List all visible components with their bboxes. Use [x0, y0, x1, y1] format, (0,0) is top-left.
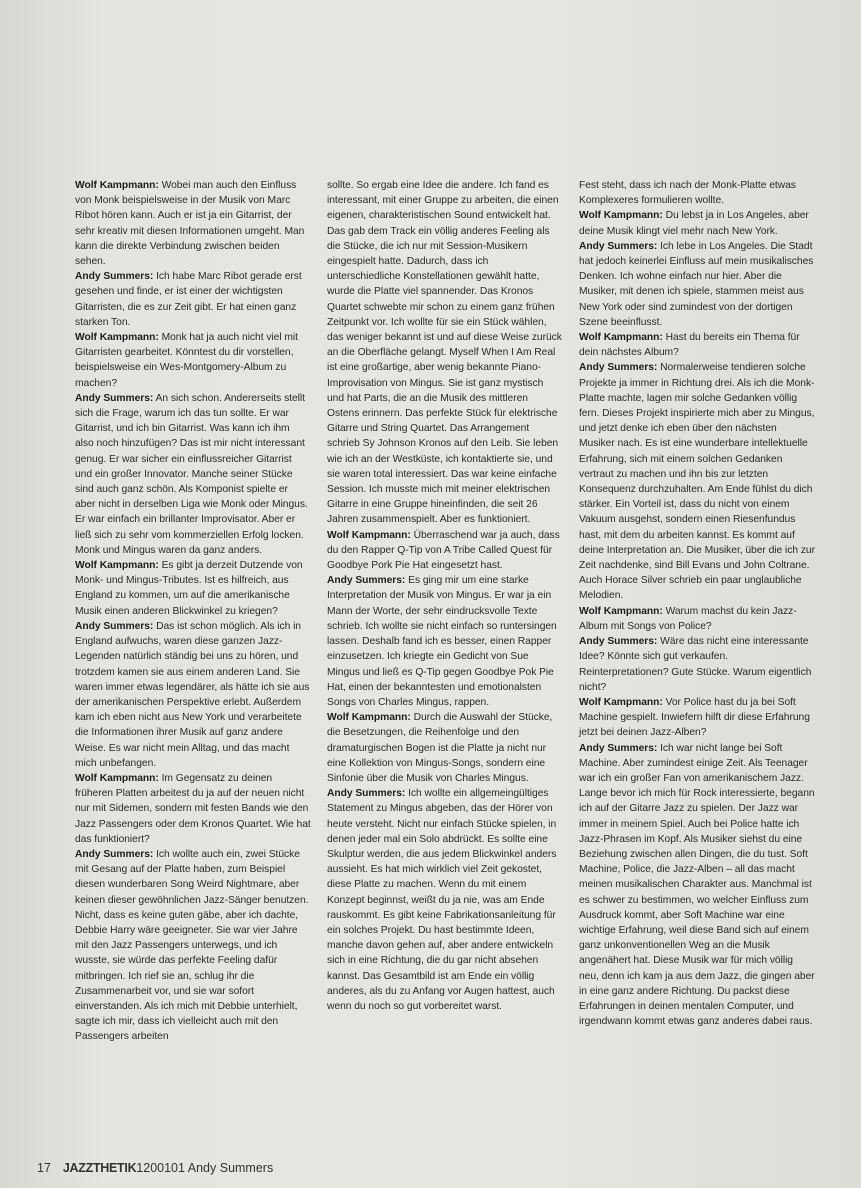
paragraph-text: Monk hat ja auch nicht viel mit Gitarristen gearbeitet. Könntest du dir vorstellen, beispielsweise ein Wes-Montgomery-Album zu machen?	[75, 332, 298, 389]
paragraph	[327, 178, 563, 528]
paragraph-text: Warum machst du kein Jazz-Album mit Songs von Police?	[579, 605, 797, 632]
paragraph-text: Im Gegensatz zu deinen früheren Platten arbeitest du ja auf der neuen nicht nur mit Sidemen, sondern mit festen Bands wie den Jazz Passengers oder dem Kronos Quartet. Wie hat das funktioniert?	[75, 772, 311, 845]
speaker-name: Andy Summers:	[579, 362, 658, 374]
text-column-1	[75, 178, 311, 1045]
speaker-name: Andy Summers:	[75, 271, 154, 283]
magazine-name: JAZZTHETIK	[62, 1161, 137, 1175]
paragraph	[579, 330, 815, 360]
paragraph	[75, 391, 311, 558]
speaker-name: Wolf Kampmann:	[75, 332, 159, 344]
speaker-name: Wolf Kampmann:	[327, 529, 411, 541]
paragraph-text: Du lebst ja in Los Angeles, aber deine Musik klingt viel mehr nach New York.	[579, 210, 809, 237]
paragraph	[75, 178, 311, 269]
paragraph	[327, 710, 563, 786]
speaker-name: Wolf Kampmann:	[579, 210, 663, 222]
speaker-name: Wolf Kampmann:	[75, 560, 159, 572]
paragraph	[75, 269, 311, 330]
paragraph-text: Ich habe Marc Ribot gerade erst gesehen und finde, er ist einer der wichtigsten Gitarristen, die es zur Zeit gibt. Er hat einen ganz starken Ton.	[75, 271, 302, 328]
paragraph-text: Überraschend war ja auch, dass du den Rapper Q-Tip von A Tribe Called Quest für Goodbye Pork Pie Hat eingesetzt hast.	[327, 529, 560, 572]
speaker-name: Andy Summers:	[75, 848, 154, 860]
section-title: Andy Summers	[187, 1161, 274, 1175]
paragraph	[579, 208, 815, 238]
paragraph-text: Ich wollte ein allgemeingültiges Statement zu Mingus abgeben, das der Hörer von heute versteht. Nicht nur einfach Stücke spielen, in denen jeder mal ein Solo abdrückt. Es sollte eine Skulptur werden, die aus jedem Blickwinkel anders aussieht. Es hat mich wirklich viel Zeit gekostet, diese Platte zu machen. Wenn du mit einem Konzept beginnst, weißt du ja nie, was am Ende rauskommt. Es gibt keine Fabrikationsanleitung für ein solches Projekt. Du hast bestimmte Ideen, manche davon gehen auf, aber andere entwickeln sich in eine Richtung, die du gar nicht absehen kannst. Das Gesamtbild ist am Ende ein völlig anderes, als du zu Anfang vor Augen hattest, auch wenn du noch so gut vorbereitet warst.	[327, 788, 557, 1012]
paragraph	[579, 178, 815, 208]
speaker-name: Andy Summers:	[327, 575, 406, 587]
speaker-name: Wolf Kampmann:	[75, 772, 159, 784]
speaker-name: Wolf Kampmann:	[75, 180, 159, 191]
paragraph-text: Hast du bereits ein Thema für dein nächstes Album?	[579, 332, 800, 359]
paragraph	[579, 695, 815, 741]
text-column-3	[579, 178, 815, 1029]
paragraph	[75, 330, 311, 391]
paragraph-text: sollte. So ergab eine Idee die andere. Ich fand es interessant, mit einer Gruppe zu arbeiten, die einen eigenen, charakteristischen Sound entwickelt hat. Das gab dem Track ein völlig anderes Feeling als die Stücke, die ich nur mit Session-Musikern eingespielt hatte. Dadurch, dass ich unterschiedliche Konstellationen gewählt hatte, wurde die Platte viel spannender. Das Kronos Quartet schwebte mir schon zu einem ganz frühen Zeitpunkt vor. Ich wollte für sie ein Stück wählen, das weniger bekannt ist und auf diese Weise zurück an die Oberfläche gelangt. Myself When I Am Real ist eine großartige, aber wenig bekannte Piano-Improvisation von Mingus. Sie ist ganz mystisch und hat Parts, die an die Musik des mittleren Ostens erinnern. Das perfekte Stück für elektrische Gitarre und String Quartet. Das Arrangement schrieb Sy Johnson Kronos auf den Leib. Sie leben wie ich an der Westküste, ich kontaktierte sie, und sie waren total interessiert. Das war keine einfache Session. Ich musste mich mit meiner elektrischen Gitarre in eine Gruppe hineinfinden, die seit 26 Jahren zusammenspielt. Aber es funktioniert.	[327, 180, 562, 526]
paragraph-text: Ich wollte auch ein, zwei Stücke mit Gesang auf der Platte haben, zum Beispiel diesen wunderbaren Song Weird Nightmare, aber keinen dieser gewöhnlichen Jazz-Sänger benutzen. Nicht, dass es keine guten gäbe, aber ich dachte, Debbie Harry wäre geeigneter. Sie war vier Jahre mit den Jazz Passengers unterwegs, und ich wusste, sie würde das perfekte Feeling dafür mitbringen. Ich rief sie an, schlug ihr die Zusammenarbeit vor, und sie war sofort einverstanden. Als ich mich mit Debbie unterhielt, sagte ich mir, dass ich vielleicht auch mit den Passengers arbeiten	[75, 848, 309, 1043]
paragraph	[327, 786, 563, 1014]
page-number: 17	[37, 1161, 51, 1175]
speaker-name: Andy Summers:	[327, 788, 406, 800]
speaker-name: Andy Summers:	[75, 620, 154, 632]
paragraph-text: Wäre das nicht eine interessante Idee? Könnte sich gut verkaufen. Reinterpretationen? Gute Stücke. Warum eigentlich nicht?	[579, 636, 812, 693]
paragraph-text: Vor Police hast du ja bei Soft Machine gespielt. Inwiefern hilft dir diese Erfahrung jetzt bei deinen Jazz-Alben?	[579, 696, 810, 739]
speaker-name: Andy Summers:	[579, 742, 658, 754]
speaker-name: Wolf Kampmann:	[579, 696, 663, 708]
speaker-name: Wolf Kampmann:	[579, 605, 663, 617]
paragraph-text: Es ging mir um eine starke Interpretation der Musik von Mingus. Er war ja ein Mann der Worte, der sehr eindrucksvolle Texte schrieb. Ich wollte sie nicht einfach so runtersingen lassen. Deshalb fand ich es besser, einen Rapper einzusetzen. Ich kriegte ein Gedicht von Sue Mingus und ließ es Q-Tip gegen Goodbye Pok Pie Hat, einen der bekanntesten und emotionalsten Songs von Charles Mingus, rappen.	[327, 575, 557, 708]
paragraph-text: Ich war nicht lange bei Soft Machine. Aber zumindest einige Zeit. Als Teenager war ich ein großer Fan von amerikanischem Jazz. Lange bevor ich mich für Rock interessierte, begann ich auf der Gitarre Jazz zu spielen. Der Jazz war immer in meinem Spiel. Auch bei Police hatte ich Jazz-Phrasen im Kopf. Als Musiker siehst du eine Beziehung zwischen allen Dingen, die du tust. Soft Machine, Police, die Jazz-Alben – all das macht meinen musikalischen Charakter aus. Manchmal ist es schwer zu bestimmen, wo welcher Einfluss zum Ausdruck kommt, aber Soft Machine war eine wichtige Erfahrung, weil diese Band sich auf einem ganz unkonventionellen Weg an die Musik angenähert hat. Diese Musik war für mich völlig neu, denn ich kam ja aus dem Jazz, die gingen aber in eine ganz andere Richtung. Du packst diese Erfahrungen in deinen mentalen Computer, und irgendwann kommt etwas ganz anderes dabei raus.	[579, 742, 815, 1028]
speaker-name: Wolf Kampmann:	[327, 712, 411, 724]
paragraph-text: Wobei man auch den Einfluss von Monk beispielsweise in der Musik von Marc Ribot hören kann. Auch er ist ja ein Gitarrist, der sehr kreativ mit diesen Informationen umgeht. Man kann die direkte Verbindung zwischen beiden sehen.	[75, 180, 305, 268]
paragraph	[579, 741, 815, 1030]
paragraph-text: Fest steht, dass ich nach der Monk-Platte etwas Komplexeres formulieren wollte.	[579, 180, 796, 207]
paragraph-text: Das ist schon möglich. Als ich in England aufwuchs, waren diese ganzen Jazz-Legenden natürlich ständig bei uns zu hören, und trotzdem kamen sie aus einem anderen Land. Sie waren immer etwas legendärer, als hätte ich sie aus der amerikanischen Perspektive erlebt. Außerdem kam ich eben nicht aus New York und verarbeitete die Informationen ihrer Musik auf ganz andere Weise. Es war nicht mein Alltag, und das macht mich unbefangen.	[75, 620, 310, 769]
page-footer	[37, 1161, 273, 1175]
speaker-name: Andy Summers:	[579, 636, 658, 648]
text-column-2	[327, 178, 563, 1014]
paragraph	[579, 239, 815, 330]
paragraph	[579, 634, 815, 695]
speaker-name: Andy Summers:	[579, 240, 658, 252]
paragraph	[75, 771, 311, 847]
paragraph	[75, 558, 311, 619]
paragraph	[327, 573, 563, 710]
paragraph	[75, 619, 311, 771]
speaker-name: Wolf Kampmann:	[579, 332, 663, 344]
paragraph-text: Es gibt ja derzeit Dutzende von Monk- und Mingus-Tributes. Ist es hilfreich, aus England zu kommen, um auf die amerikanische Musik einen anderen Blickwinkel zu kriegen?	[75, 560, 303, 617]
issue-number: 1200101	[136, 1161, 185, 1175]
paragraph-text: Ich lebe in Los Angeles. Die Stadt hat jedoch keinerlei Einfluss auf mein musikalisches Denken. Ich wohne einfach nur hier. Aber die Musiker, mit denen ich spiele, stammen meist aus New York oder sind zumindest von der dortigen Szene beeinflusst.	[579, 240, 814, 328]
paragraph-text: Normalerweise tendieren solche Projekte ja immer in Richtung drei. Als ich die Monk-Platte machte, lagen mir solche Gedanken völlig fern. Dieses Projekt inspirierte mich aber zu Mingus, und jetzt denke ich eben über den nächsten Musiker nach. Es ist eine wunderbare intellektuelle Erfahrung, sich mit einem solchen Gedanken vertraut zu machen und ihn bis zur letzten Konsequenz durchzuhalten. Am Ende fühlst du dich stärker. Ein Vorteil ist, dass du nicht von einem Vakuum ausgehst, sondern einen Riesenfundus hast, mit dem du arbeiten kannst. Es kommt auf deine Interpretation an. Die Musiker, über die ich zur Zeit nachdenke, sind Bill Evans und John Coltrane. Auch Horace Silver schrieb ein paar unglaubliche Melodien.	[579, 362, 815, 602]
paragraph	[327, 528, 563, 574]
paragraph-text: An sich schon. Andererseits stellt sich die Frage, warum ich das tun sollte. Er war Gitarrist, und ich bin Gitarrist. Was kann ich ihm also noch hinzufügen? Das ist mir nicht interessant genug. Er war sicher ein einflussreicher Gitarrist und ein großer Innovator. Manche seiner Stücke sind auch ganz schön. Als Komponist spielte er aber nicht in derselben Liga wie Monk oder Mingus. Er war einfach ein brillanter Improvisator. Aber er ließ sich zu sehr vom kommerziellen Erfolg locken. Monk und Mingus waren da ganz anders.	[75, 392, 308, 556]
paragraph	[579, 360, 815, 603]
paragraph-text: Durch die Auswahl der Stücke, die Besetzungen, die Reihenfolge und den dramaturgischen Bogen ist die Platte ja nicht nur eine Kollektion von Mingus-Songs, sondern eine Sinfonie über die Musik von Charles Mingus.	[327, 712, 553, 784]
paragraph	[75, 847, 311, 1045]
paragraph	[579, 604, 815, 634]
speaker-name: Andy Summers:	[75, 392, 154, 404]
